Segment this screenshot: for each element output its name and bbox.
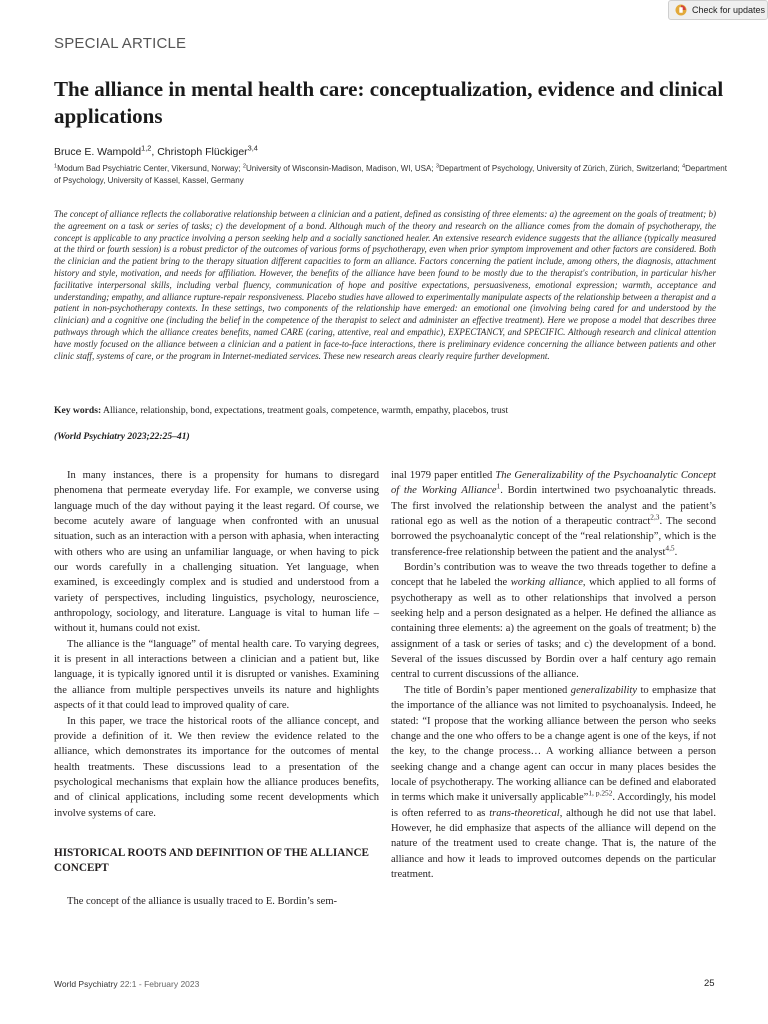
reference-marker: 1, p.252	[588, 788, 613, 798]
affil-text: Modum Bad Psychiatric Center, Vikersund, Norway;	[57, 164, 243, 173]
section-heading: HISTORICAL ROOTS AND DEFINITION OF THE ALLIANCE CONCEPT	[54, 846, 369, 874]
emphasis: trans-theoretical	[489, 807, 560, 819]
affiliations	[54, 163, 734, 187]
check-for-updates-label: Check for updates	[692, 5, 766, 15]
affil-marker: 4	[682, 163, 686, 170]
check-for-updates-badge[interactable]	[668, 0, 768, 20]
affil-marker: 3	[435, 163, 439, 170]
emphasis: working alliance	[510, 577, 583, 589]
journal-issue: 22:1 - February 2023	[117, 979, 200, 989]
text-run: . Accordingly, his model is often referred to as	[391, 792, 716, 819]
crossmark-icon	[675, 4, 687, 16]
body-column-left	[54, 468, 379, 909]
journal-name: World Psychiatry	[54, 979, 118, 989]
paragraph: The alliance is the “language” of mental health care. To varying degrees, it is present in all interactions between a clinician and a patient but, like language, it is typically ignored until it is disrupted or vanishes. Examining the alliance from multiple perspectives unveils its nature and highlights aspects of it that could lead to improved quality of care.	[54, 638, 379, 712]
reference-marker: 2,3	[650, 512, 660, 522]
emphasis: generalizability	[570, 684, 637, 696]
text-run: . Bordin intertwined two psychoanalytic threads. The first involved the relationship between the analyst and the patient’s rational ego as well as the notion of a therapeutic contract	[391, 485, 716, 528]
author-affil-ref: 3,4	[247, 143, 258, 153]
paragraph: The concept of the alliance is usually traced to E. Bordin’s sem-	[67, 895, 338, 907]
reference-marker: 1	[496, 481, 501, 491]
text-run: Bordin’s contribution was to weave the two threads together to define a concept that he labeled the	[391, 562, 716, 589]
author-list	[54, 143, 734, 158]
paragraph	[391, 468, 716, 560]
footer-journal	[54, 979, 199, 989]
author-name: Christoph Flückiger	[157, 146, 248, 158]
affil-text: University of Wisconsin-Madison, Madison, WI, USA;	[245, 164, 436, 173]
text-run: , which applied to all forms of psychotherapy as well as to other relationships that involved a person seeking help and a person designated as a helper. He defined the alliance as containing three elements: a) the agreement on the goals of treatment; b) the assignment of a task or series of tasks; and c) the development of a bond. Several of the issues discussed by Bordin over a half century ago remain central to current discussions of the alliance.	[391, 577, 716, 681]
text-run: . The second borrowed the psychoanalytic concept of the “real relationship”, which is the transference-free relationship between the patient and the analyst	[391, 516, 717, 558]
keywords-text: Alliance, relationship, bond, expectations, treatment goals, competence, warmth, empathy, placebos, trust	[101, 405, 509, 416]
citation: (World Psychiatry 2023;22:25–41)	[54, 431, 190, 442]
author-separator: ,	[151, 146, 158, 158]
affil-text: Department of Psychology, University of Kassel, Kassel, Germany	[54, 164, 727, 185]
text-run: .	[674, 546, 678, 558]
text-run: , although he did not use that label. However, he did emphasize that aspects of the alliance will depend on the nature of the treatment used to create change. That is, the nature of the alliance and how it leads to improved outcomes depends on the particular treatment.	[391, 807, 716, 880]
body-column-right	[391, 468, 716, 882]
author-affil-ref: 1,2	[141, 143, 152, 153]
keywords	[54, 405, 716, 416]
text-run: The title of Bordin’s paper mentioned	[404, 684, 571, 696]
paragraph: In many instances, there is a propensity for humans to disregard phenomena that permeate everyday life. For example, we converse using language much of the day without paying it the least regard. Of course, we become acutely aware of language when confronted with an unusual situation, such as an interaction with a person with aphasia, when interacting with others who are using an unfamiliar language, or when having to pick our words carefully in a challenging situation. Yet language, when examined, is exceedingly complex and is studied and understood from a variety of perspectives, including linguistics, psychology, neuroscience, anthropology, sociology, and literature. Language is vital to human life – without it, humans could not exist.	[54, 470, 379, 635]
reference-marker: 4,5	[665, 543, 675, 553]
text-run: inal 1979 paper entitled	[391, 470, 496, 481]
abstract: The concept of alliance reflects the collaborative relationship between a clinician and a patient, defined as consisting of three elements: a) the agreement on the goals of treatment; b) the agreement on a task or series of tasks; c) the development of a bond. Although much of the theory and research on the alliance comes from the domain of psychotherapy, the concept is applicable to any practice involving a person seeking help and a socially sanctioned healer. An extensive research evidence suggests that the alliance (typically measured at the third or fourth session) is a robust predictor of the outcomes of various forms of psychotherapy, even when prior symptom improvement and other factors are considered. Both the clinician and the patient bring to the therapy situation different capacities to form an alliance. Factors concerning the patient include, among others, the diagnosis, attachment history and style, motivation, and needs for affiliation. However, the benefits of the alliance have been found to be mostly due to the therapist's contribution, in particular his/her facilitative interpersonal skills, including verbal fluency, communication of hope and positive expectations, persuasiveness, emotional expression; warmth, acceptance and understanding; empathy, and alliance rupture-repair responsiveness. Placebo studies have allowed to experimentally manipulate aspects of the relationship between a therapist and a patient in non-psychotherapy contexts. In these settings, two components of the relationship have emerged: an emotional one (involving being cared for and understood by the clinician) and a cognitive one (including the belief in the competence of the therapist to select and administer an effective treatment). Here we propose a model that describes three pathways through which the alliance creates benefits, named CARE (caring, attentive, real and empathic), EXPECTANCY, and SPECIFIC. Although research and clinical attention have mostly focused on the alliance between a clinician and a patient in face-to-face interactions, there is preliminary evidence concerning the alliance between patients and other clinic staff, systems of care, or the program in Internet-mediated services. These new research areas clearly require further development.	[54, 209, 716, 361]
text-run: to emphasize that the importance of the alliance was not limited to psychoanalysis. Indeed, he stated: “I propose that the working alliance between the person who seeks change and the one who offers to be a change agent is one of the keys, if not the key, to the change process… A working alliance between a person seeking change and a change agent can occur in many places besides the locale of psychotherapy. The working alliance can be defined and elaborated in terms which make it universally applicable”	[391, 684, 716, 804]
article-title: The alliance in mental health care: conceptualization, evidence and clinical applications	[54, 77, 724, 128]
affil-marker: 2	[242, 163, 246, 170]
affil-text: Department of Psychology, University of Zürich, Zürich, Switzerland;	[438, 164, 682, 173]
cited-title: The Generalizability of the Psychoanalytic Concept of the Working Alliance	[391, 470, 716, 497]
section-label: SPECIAL ARTICLE	[54, 35, 187, 52]
page-number: 25	[704, 978, 715, 989]
author-name: Bruce E. Wampold	[54, 146, 142, 158]
keywords-label: Key words:	[54, 405, 102, 416]
paragraph	[391, 560, 716, 683]
paragraph	[391, 683, 716, 882]
affil-marker: 1	[54, 163, 58, 170]
paragraph: In this paper, we trace the historical roots of the alliance concept, and provide a definition of it. We then review the evidence related to the alliance, which demonstrates its importance for the outcomes of mental health treatments. These discussions lead to a presentation of the psychological mechanisms that explain how the alliance produces benefits, and of clinical applications, including some recent developments which involve systems of care.	[54, 715, 379, 819]
